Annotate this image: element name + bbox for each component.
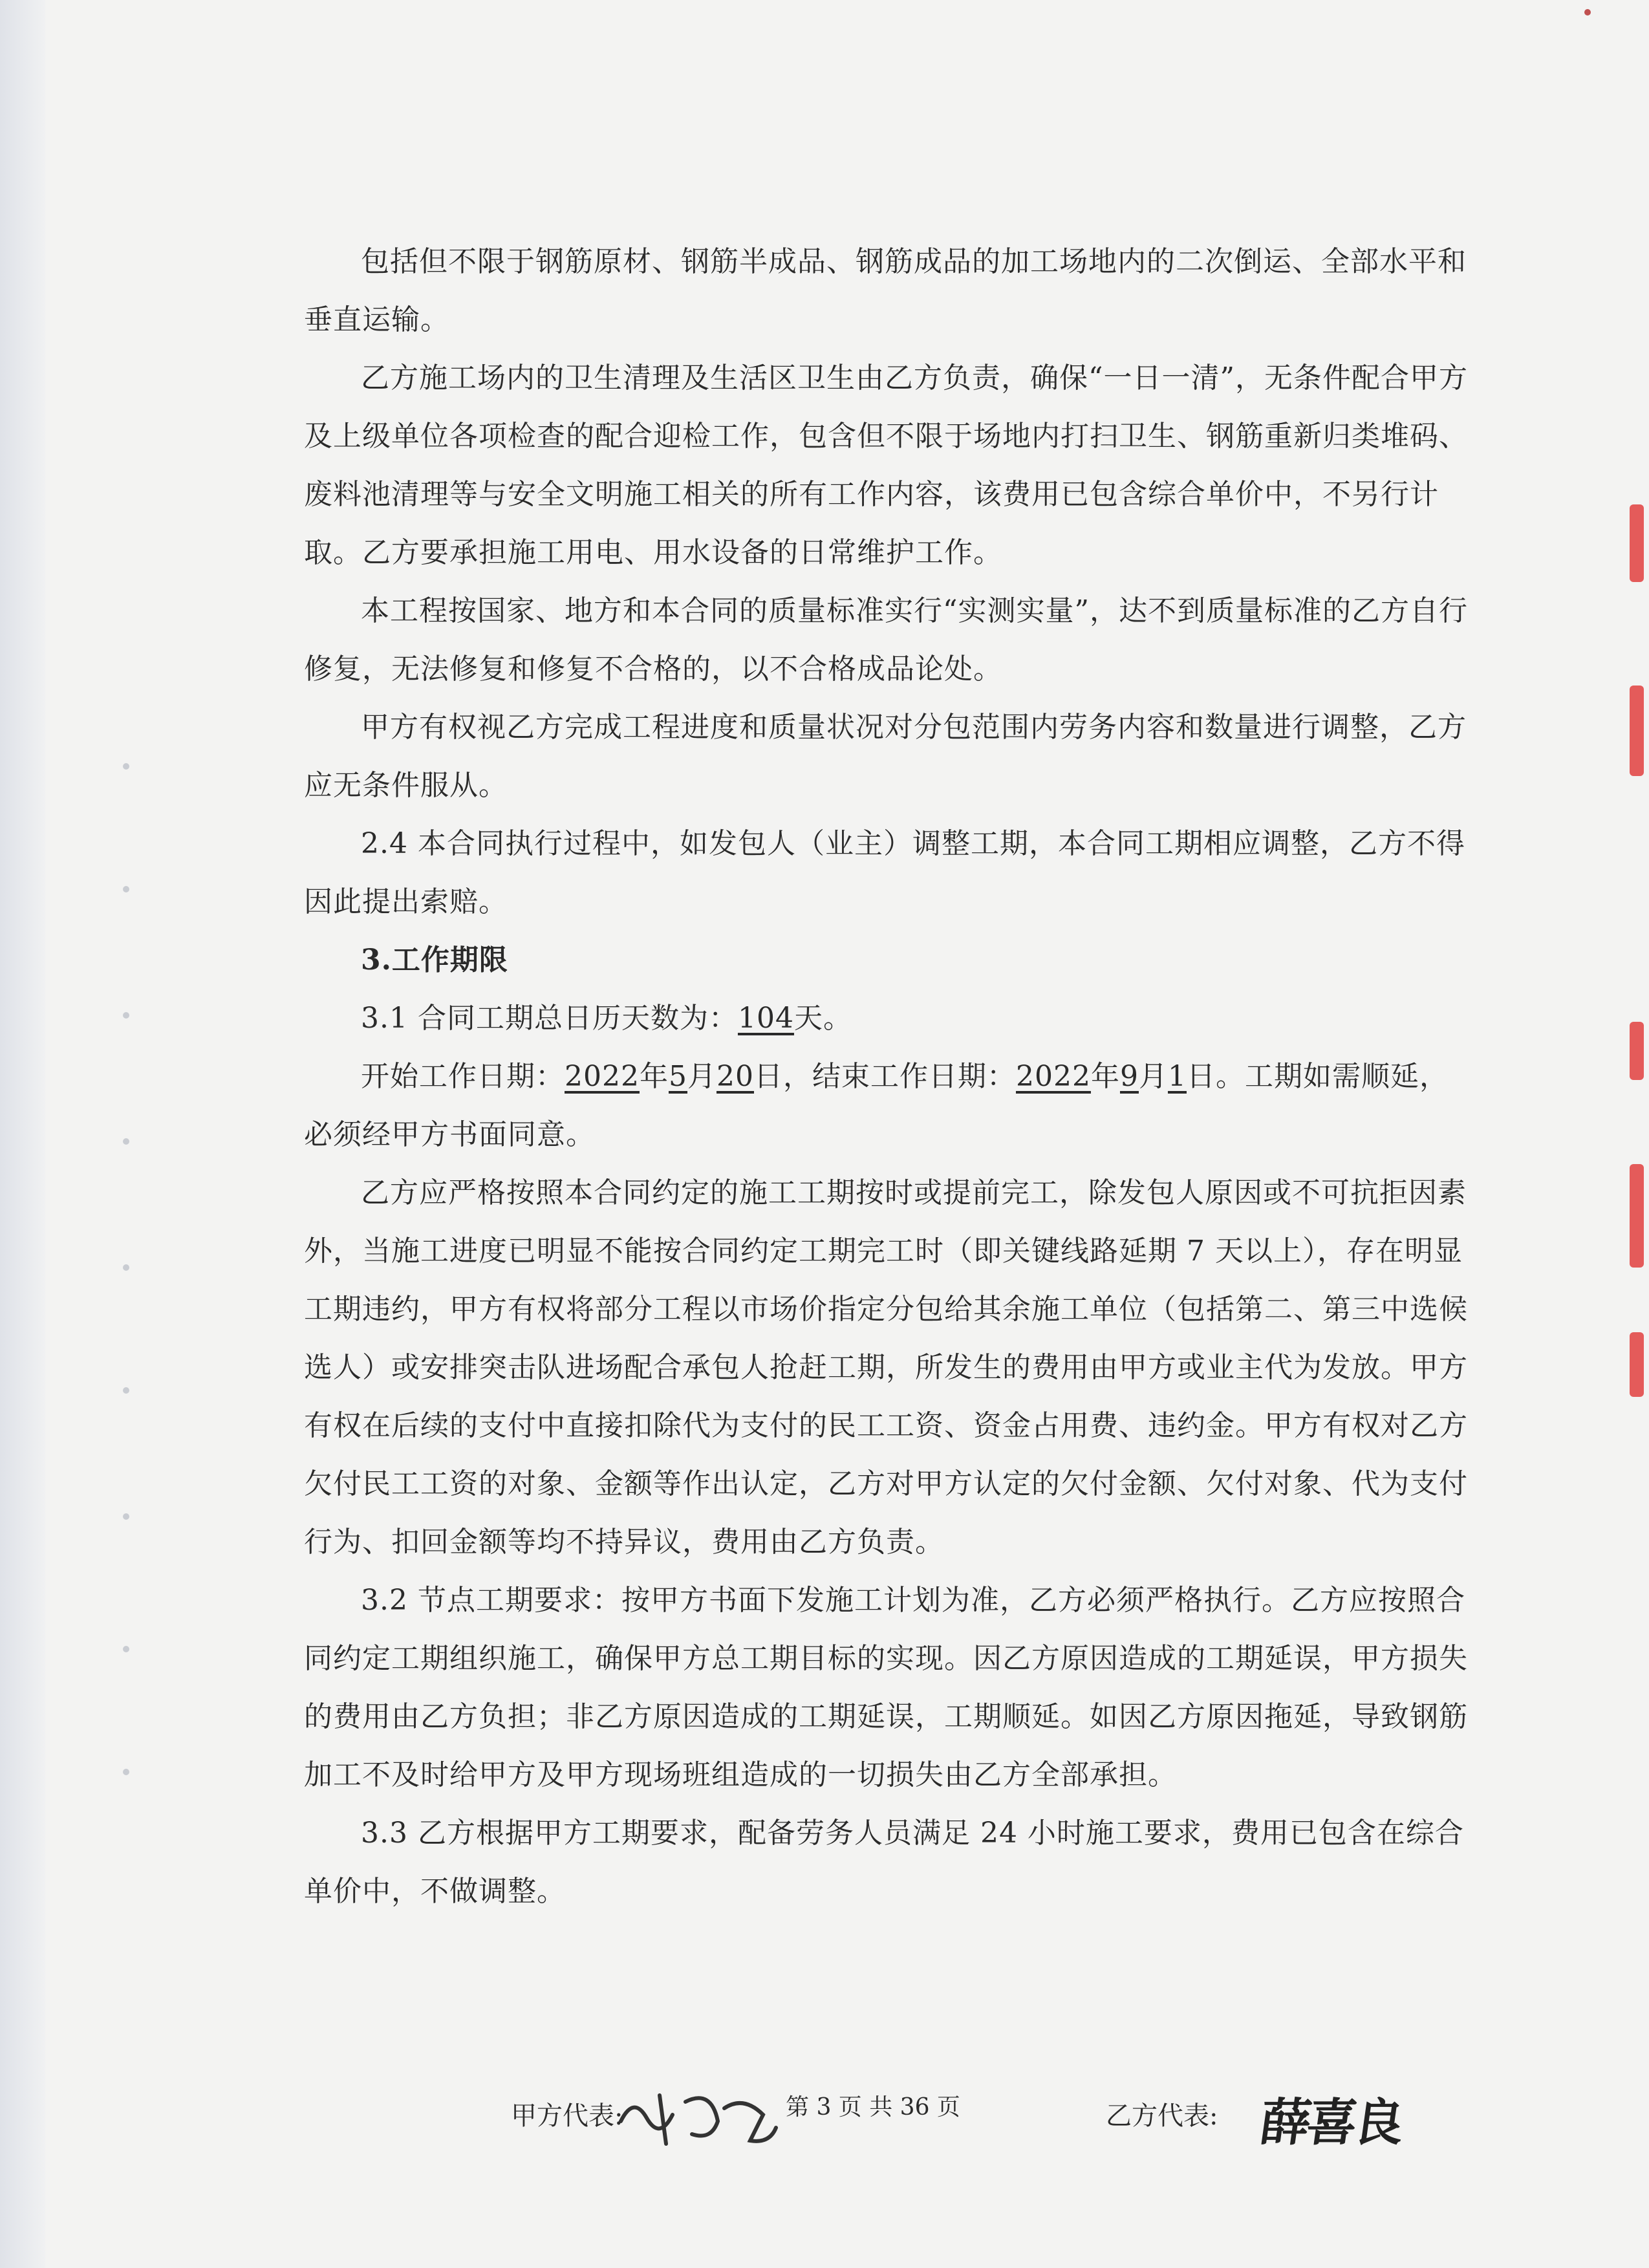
contract-paragraph bbox=[304, 1048, 1474, 1164]
filled-value: 5 bbox=[668, 1060, 687, 1093]
filled-value: 104 bbox=[737, 1002, 794, 1035]
paragraph-text: 日。工期如需顺延，必须经甲方书面同意。 bbox=[304, 1060, 1449, 1151]
paragraph-text: 天。 bbox=[793, 1002, 852, 1035]
contract-paragraph bbox=[304, 815, 1474, 931]
section-heading bbox=[304, 931, 1474, 989]
binding-hole bbox=[123, 1646, 129, 1652]
binding-hole bbox=[123, 1387, 129, 1394]
filled-value: 2022 bbox=[565, 1060, 640, 1093]
page-left-edge bbox=[0, 0, 45, 2268]
contract-paragraph bbox=[304, 582, 1474, 698]
paragraph-text: 包括但不限于钢筋原材、钢筋半成品、钢筋成品的加工场地内的二次倒运、全部水平和垂直运输。 bbox=[304, 245, 1467, 336]
paragraph-text: 乙方应严格按照本合同约定的施工工期按时或提前完工，除发包人原因或不可抗拒因素外，当施工进度已明显不能按合同约定工期完工时（即关键线路延期 7 天以上），存在明显工期违约，甲方有权将部分工程以市场价指定分包给其余施工单位（包括第二、第三中选候选人）或安排突击队进场配合承包人抢赶工期，所发生的费用由甲方或业主代为发放。甲方有权在后续的支付中直接扣除代为支付的民工工资、资金占用费、违约金。甲方有权对乙方欠付民工工资的对象、金额等作出认定，乙方对甲方认定的欠付金额、欠付对象、代为支付行为、扣回金额等均不持异议，费用由乙方负责。 bbox=[304, 1176, 1468, 1559]
paragraph-text: 2.4 本合同执行过程中，如发包人（业主）调整工期，本合同工期相应调整，乙方不得因此提出索赔。 bbox=[304, 827, 1465, 918]
party-b-representative-label: 乙方代表: bbox=[1106, 2101, 1218, 2131]
binding-hole bbox=[123, 1138, 129, 1145]
party-a-signature bbox=[614, 2082, 782, 2154]
filled-value: 1 bbox=[1167, 1060, 1187, 1093]
paragraph-text: 年 bbox=[1090, 1060, 1120, 1093]
paragraph-text: 月 bbox=[1138, 1060, 1168, 1093]
contract-paragraph bbox=[304, 1164, 1474, 1571]
paragraph-text: 本工程按国家、地方和本合同的质量标准实行“实测实量”，达不到质量标准的乙方自行修复，无法修复和修复不合格的，以不合格成品论处。 bbox=[304, 594, 1468, 686]
filled-value: 20 bbox=[716, 1060, 754, 1093]
party-b-signature: 薛喜良 bbox=[1256, 2094, 1405, 2152]
paragraph-text: 3.工作期限 bbox=[361, 944, 508, 977]
seal-edge-mark bbox=[1630, 1332, 1644, 1397]
contract-paragraph bbox=[304, 989, 1474, 1048]
binding-hole bbox=[123, 763, 129, 770]
paragraph-text: 日，结束工作日期： bbox=[753, 1060, 1016, 1093]
paragraph-text: 甲方有权视乙方完成工程进度和质量状况对分包范围内劳务内容和数量进行调整，乙方应无条件服从。 bbox=[304, 711, 1467, 802]
seal-edge-mark bbox=[1630, 504, 1644, 582]
party-a-representative-label: 甲方代表: bbox=[511, 2101, 623, 2131]
paragraph-text: 3.3 乙方根据甲方工期要求，配备劳务人员满足 24 小时施工要求，费用已包含在综合单价中，不做调整。 bbox=[304, 1817, 1464, 1908]
binding-hole bbox=[123, 1264, 129, 1271]
paragraph-text: 年 bbox=[639, 1060, 669, 1093]
binding-hole bbox=[123, 1769, 129, 1775]
filled-value: 9 bbox=[1119, 1060, 1139, 1093]
seal-edge-mark bbox=[1630, 1164, 1644, 1268]
binding-hole bbox=[123, 1513, 129, 1520]
seal-edge-mark bbox=[1630, 686, 1644, 776]
contract-paragraph bbox=[304, 349, 1474, 582]
contract-paragraph bbox=[304, 698, 1474, 815]
page-footer bbox=[0, 2082, 1649, 2152]
filled-value: 2022 bbox=[1015, 1060, 1091, 1093]
paragraph-text: 开始工作日期： bbox=[361, 1060, 565, 1093]
binding-hole bbox=[123, 1012, 129, 1019]
contract-body bbox=[304, 233, 1474, 1921]
red-dot-mark bbox=[1584, 9, 1591, 16]
contract-paragraph bbox=[304, 233, 1474, 349]
paragraph-text: 乙方施工场内的卫生清理及生活区卫生由乙方负责，确保“一日一清”，无条件配合甲方及上级单位各项检查的配合迎检工作，包含但不限于场地内打扫卫生、钢筋重新归类堆码、废料池清理等与安全文明施工相关的所有工作内容，该费用已包含综合单价中，不另行计取。乙方要承担施工用电、用水设备的日常维护工作。 bbox=[304, 362, 1468, 569]
contract-paragraph bbox=[304, 1804, 1474, 1921]
paragraph-text: 月 bbox=[687, 1060, 717, 1093]
contract-paragraph bbox=[304, 1571, 1474, 1804]
paragraph-text: 3.2 节点工期要求：按甲方书面下发施工计划为准，乙方必须严格执行。乙方应按照合同约定工期组织施工，确保甲方总工期目标的实现。因乙方原因造成的工期延误，甲方损失的费用由乙方负担；非乙方原因造成的工期延误，工期顺延。如因乙方原因拖延，导致钢筋加工不及时给甲方及甲方现场班组造成的一切损失由乙方全部承担。 bbox=[304, 1584, 1468, 1791]
paragraph-text: 3.1 合同工期总日历天数为： bbox=[361, 1002, 738, 1035]
seal-edge-mark bbox=[1630, 1022, 1644, 1080]
page-number: 第 3 页 共 36 页 bbox=[786, 2094, 960, 2121]
binding-hole bbox=[123, 886, 129, 892]
